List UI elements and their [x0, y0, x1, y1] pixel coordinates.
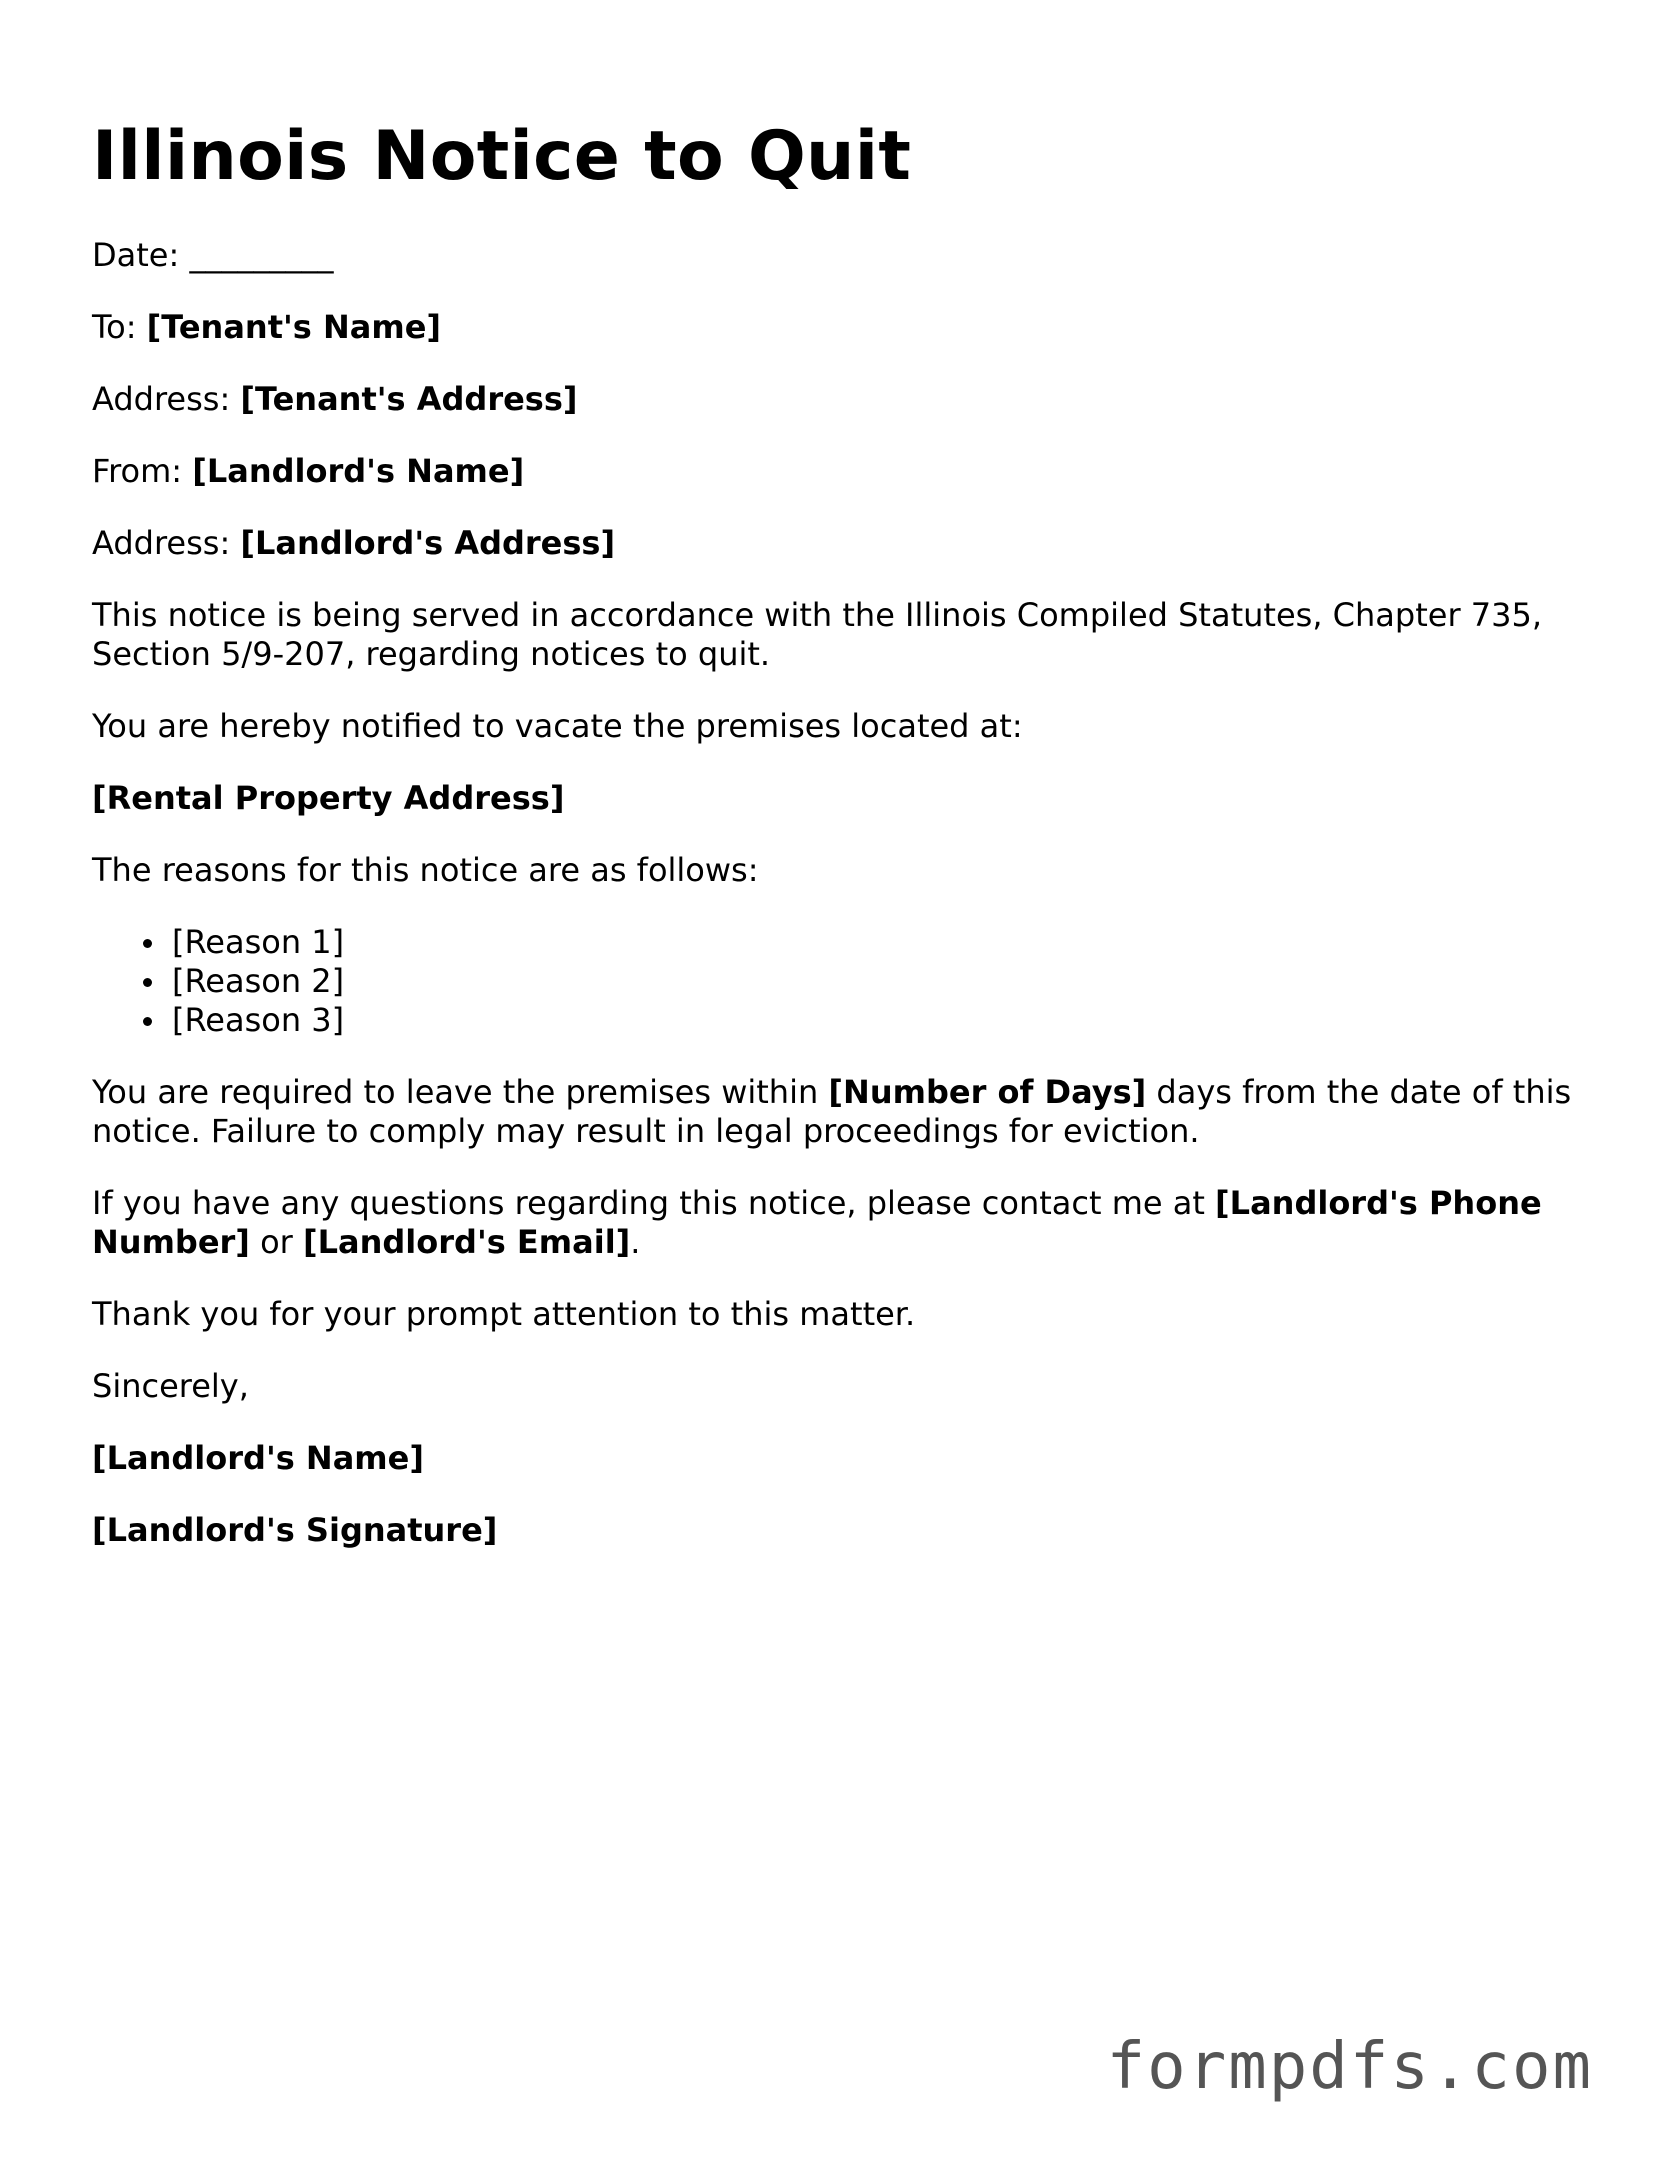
landlord-address: [Landlord's Address]	[240, 524, 616, 562]
property-address-line	[92, 779, 1572, 818]
signer-signature: [Landlord's Signature]	[92, 1511, 498, 1549]
signer-signature-line	[92, 1511, 1572, 1550]
document-body	[92, 236, 1572, 1550]
deadline-before: You are required to leave the premises within	[92, 1073, 819, 1111]
document-title: Illinois Notice to Quit	[92, 117, 912, 196]
landlord-name: [Landlord's Name]	[192, 452, 525, 490]
signer-name: [Landlord's Name]	[92, 1439, 424, 1477]
reason-item: [Reason 2]	[172, 962, 1572, 1001]
from-label: From:	[92, 452, 183, 490]
tenant-address-line	[92, 380, 1572, 419]
contact-or: or	[260, 1223, 293, 1261]
reason-item: [Reason 1]	[172, 923, 1572, 962]
thanks-paragraph: Thank you for your prompt attention to this matter.	[92, 1295, 916, 1333]
to-line	[92, 308, 1572, 347]
deadline-after: days from the date of this notice. Failure to comply may result in legal proceedings for eviction.	[92, 1073, 1572, 1150]
statute-paragraph: This notice is being served in accordance with the Illinois Compiled Statutes, Chapter 735, Section 5/9-207, regarding notices to quit.	[92, 596, 1543, 673]
landlord-address-label: Address:	[92, 524, 231, 562]
date-blank: _________	[189, 236, 334, 274]
vacate-intro: You are hereby notified to vacate the premises located at:	[92, 707, 1023, 745]
landlord-email: [Landlord's Email]	[303, 1223, 631, 1261]
reasons-list	[92, 923, 1572, 1040]
closing: Sincerely,	[92, 1367, 249, 1405]
contact-before: If you have any questions regarding this notice, please contact me at	[92, 1184, 1205, 1222]
tenant-address-label: Address:	[92, 380, 231, 418]
from-line	[92, 452, 1572, 491]
tenant-address: [Tenant's Address]	[240, 380, 578, 418]
landlord-phone: [Landlord's Phone Number]	[92, 1184, 1542, 1261]
watermark: formpdfs.com	[1106, 2030, 1593, 2104]
date-line	[92, 236, 1572, 275]
tenant-name: [Tenant's Name]	[146, 308, 442, 346]
contact-paragraph	[92, 1184, 1572, 1262]
to-label: To:	[92, 308, 137, 346]
deadline-paragraph	[92, 1073, 1572, 1151]
number-of-days: [Number of Days]	[828, 1073, 1147, 1111]
date-label: Date:	[92, 236, 180, 274]
reasons-intro: The reasons for this notice are as follows:	[92, 851, 759, 889]
document-page	[92, 0, 1572, 1583]
property-address: [Rental Property Address]	[92, 779, 565, 817]
signer-name-line	[92, 1439, 1572, 1478]
landlord-address-line	[92, 524, 1572, 563]
reason-item: [Reason 3]	[172, 1001, 1572, 1040]
contact-end: .	[630, 1223, 641, 1261]
